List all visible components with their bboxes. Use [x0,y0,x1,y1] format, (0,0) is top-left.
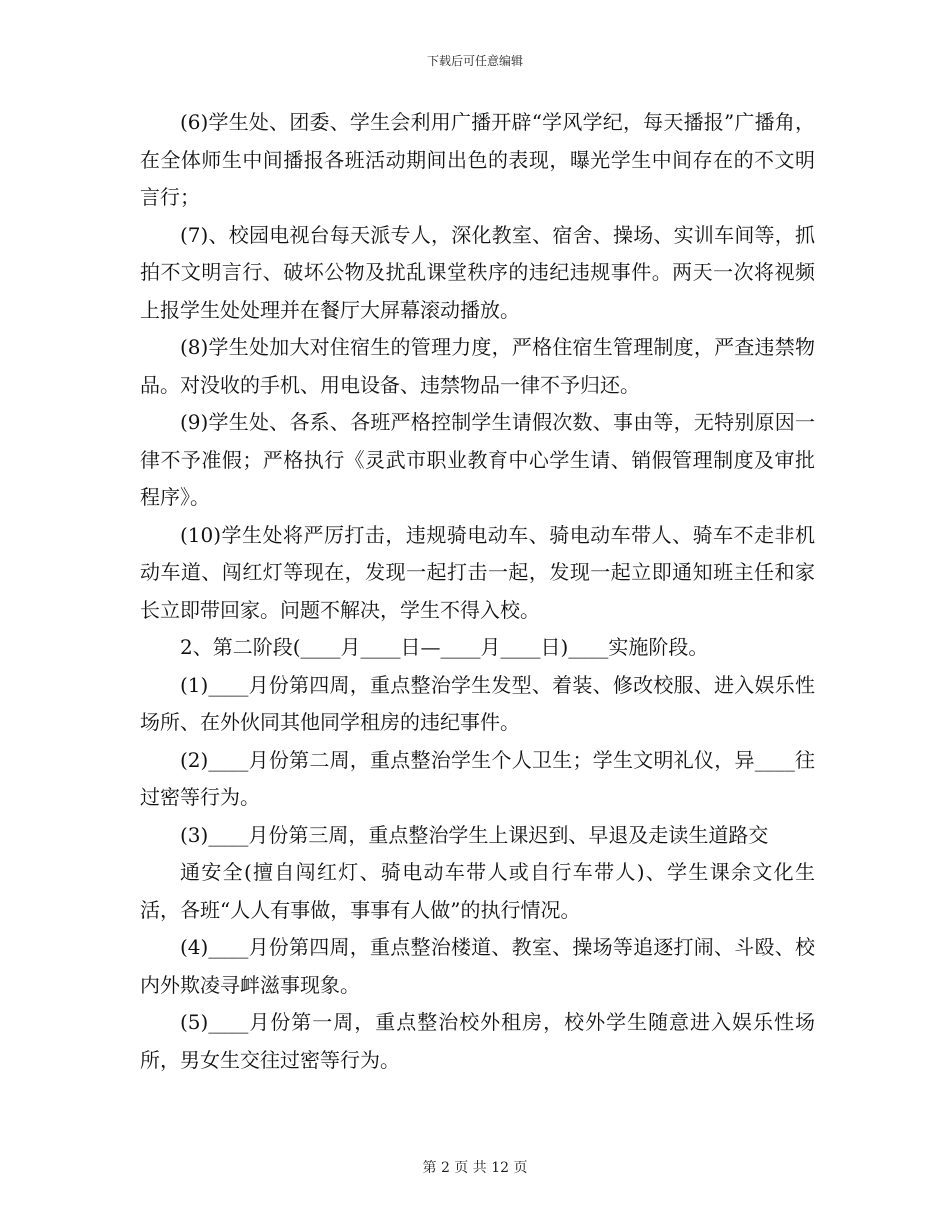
stage-two-item-2: (2)____月份第二周，重点整治学生个人卫生；学生文明礼仪，异____往过密等行为。 [140,747,815,809]
stage-two-item-5: (5)____月份第一周，重点整治校外租房，校外学生随意进入娱乐性场所，男女生交往过密等行为。 [140,1010,815,1072]
paragraph-10: (10)学生处将严厉打击，违规骑电动车、骑电动车带人、骑车不走非机动车道、闯红灯等现在，发现一起打击一起，发现一起立即通知班主任和家长立即带回家。问题不解决，学生不得入校。 [140,522,815,622]
document-body [140,104,815,1079]
stage-two-item-1: (1)____月份第四周，重点整治学生发型、着装、修改校服、进入娱乐性场所、在外伙同其他同学租房的违纪事件。 [140,672,815,734]
stage-two-heading: 2、第二阶段(____月____日—____月____日)____实施阶段。 [180,635,709,659]
paragraph-7: (7)、校园电视台每天派专人，深化教室、宿舍、操场、实训车间等，抓拍不文明言行、破坏公物及扰乱课堂秩序的违纪违规事件。两天一次将视频上报学生处处理并在餐厅大屏幕滚动播放。 [140,222,815,322]
stage-two-item-3: (3)____月份第三周，重点整治学生上课迟到、早退及走读生道路交 [180,822,769,847]
paragraph-6: (6)学生处、团委、学生会利用广播开辟“学风学纪，每天播报”广播角，在全体师生中间播报各班活动期间出色的表现，曝光学生中间存在的不文明言行； [140,110,815,209]
page-footer: 第 2 页 共 12 页 [422,1160,528,1176]
paragraph-8: (8)学生处加大对住宿生的管理力度，严格住宿生管理制度，严查违禁物品。对没收的手机、用电设备、违禁物品一律不予归还。 [140,335,815,397]
paragraph-9: (9)学生处、各系、各班严格控制学生请假次数、事由等，无特别原因一律不予准假；严格执行《灵武市职业教育中心学生请、销假管理制度及审批程序》。 [140,410,815,509]
stage-two-item-3-continued: 通安全(擅自闯红灯、骑电动车带人或自行车带人)、学生课余文化生活，各班“人人有事做，事事有人做”的执行情况。 [140,860,815,922]
stage-two-item-4: (4)____月份第四周，重点整治楼道、教室、操场等追逐打闹、斗殴、校内外欺凌寻衅滋事现象。 [140,935,815,997]
page-header: 下载后可任意编辑 [426,54,523,68]
